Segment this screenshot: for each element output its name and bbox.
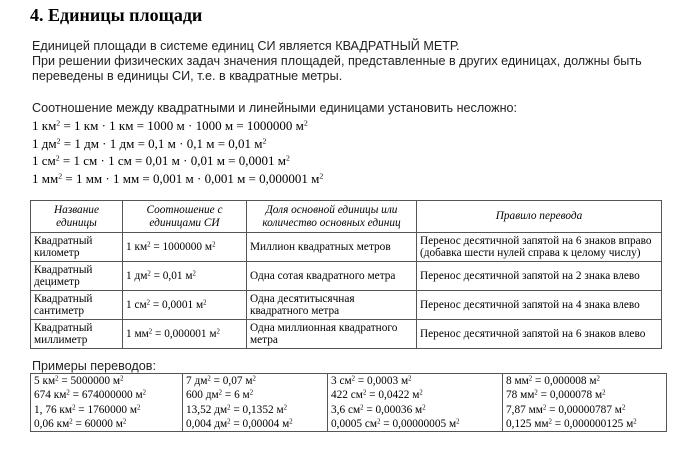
relation-text: 1 дм — [126, 269, 148, 282]
example-item — [34, 417, 179, 431]
exponent: 2 — [216, 328, 220, 336]
formula-text: 1 см — [32, 153, 56, 168]
exponent: 2 — [303, 118, 308, 128]
exponent: 2 — [360, 403, 364, 411]
exponent: 2 — [362, 389, 367, 397]
example-text: 8 мм — [506, 375, 529, 387]
exponent: 2 — [542, 403, 547, 411]
intro-line: переведены в единицы СИ, т.е. в квадратные метры. — [32, 69, 343, 84]
example-text: 78 мм — [506, 389, 535, 402]
example-text: = 0,000000125 м — [551, 417, 634, 430]
unit-share: Миллион квадратных метров — [247, 233, 417, 262]
exponent: 2 — [319, 171, 324, 181]
unit-name: Квадратный дециметр — [31, 262, 123, 291]
relation-text: = 1000000 м — [150, 240, 213, 253]
exponent: 2 — [203, 299, 207, 307]
example-text: 7 дм — [186, 375, 208, 387]
exponent: 2 — [227, 418, 231, 426]
example-item — [34, 374, 179, 388]
example-item — [331, 403, 499, 417]
example-item — [186, 417, 324, 431]
example-text: = 0,0422 м — [366, 389, 420, 402]
table-header-row — [31, 201, 662, 233]
exponent: 2 — [148, 328, 153, 336]
example-item — [506, 417, 663, 431]
example-text: 0,125 мм — [506, 417, 549, 430]
examples-km-column — [31, 374, 183, 432]
exponent: 2 — [422, 403, 426, 411]
relation-text: = 0,0001 м — [150, 298, 204, 311]
exponent: 2 — [548, 418, 552, 426]
exponent: 2 — [377, 418, 381, 426]
formula-text: = 1 дм · 1 дм = 0,1 м · 0,1 м = 0,01 м — [60, 135, 263, 151]
example-text: = 6 м — [222, 389, 250, 402]
example-text: = 0,000008 м — [532, 375, 597, 387]
conversion-rule: Перенос десятичной запятой на 2 знака влево — [417, 262, 662, 291]
example-text: = 1760000 м — [75, 403, 137, 416]
exponent: 2 — [207, 375, 211, 383]
example-item — [506, 374, 663, 388]
exponent: 2 — [142, 389, 147, 397]
table-row — [31, 320, 662, 349]
formula-text: 1 дм — [32, 135, 57, 151]
formula-dm — [32, 135, 323, 153]
header-share: Доля основной единицы или количество основных единиц — [247, 201, 417, 233]
example-text: = 0,00000787 м — [546, 403, 622, 416]
exponent: 2 — [621, 403, 626, 411]
example-text: = 5000000 м — [58, 375, 121, 387]
formula-text: = 1 см · 1 см = 0,01 м · 0,01 м = 0,0001 м — [59, 153, 286, 168]
example-item — [506, 388, 663, 402]
example-text: = 60000 м — [72, 417, 123, 430]
exponent: 2 — [56, 136, 61, 146]
table-row — [31, 262, 662, 291]
si-relation — [123, 320, 247, 349]
formula-text: 1 мм — [32, 170, 59, 186]
relation-text: 1 см — [126, 298, 147, 311]
examples-row — [31, 374, 667, 432]
exponent: 2 — [227, 403, 231, 411]
examples-heading: Примеры переводов: — [32, 359, 156, 373]
exponent: 2 — [285, 153, 290, 163]
exponent: 2 — [120, 375, 124, 383]
example-text: = 0,00004 м — [230, 417, 290, 430]
example-item — [331, 417, 499, 431]
example-text: 674 км — [34, 389, 67, 402]
example-text: = 0,07 м — [210, 375, 253, 387]
exponent: 2 — [528, 375, 533, 383]
unit-share: Одна миллионная квадратного метра — [247, 320, 417, 349]
table-row — [31, 291, 662, 320]
example-text: = 0,1352 м — [230, 403, 284, 416]
exponent: 2 — [66, 389, 70, 397]
table-row — [31, 233, 662, 262]
example-text: = 0,0003 м — [355, 375, 409, 387]
intro-paragraph — [32, 39, 672, 85]
exponent: 2 — [137, 403, 141, 411]
example-text: 5 км — [34, 375, 56, 387]
header-rule: Правило перевода — [417, 201, 662, 233]
example-text: 3,6 см — [331, 403, 361, 416]
exponent: 2 — [55, 375, 59, 383]
relation-text: = 0,000001 м — [152, 327, 217, 340]
exponent: 2 — [419, 389, 423, 397]
exponent: 2 — [212, 241, 216, 249]
example-text: = 0,000078 м — [537, 389, 603, 402]
example-text: 422 см — [331, 389, 363, 402]
exponent: 2 — [633, 418, 637, 426]
formula-text: = 1 мм · 1 мм = 0,001 м · 0,001 м = 0,000001 м — [62, 170, 320, 186]
example-item — [34, 388, 179, 402]
relation-heading: Соотношение между квадратными и линейными единицами установить несложно: — [32, 101, 518, 115]
formula-text: 1 км — [32, 118, 57, 133]
exponent: 2 — [283, 403, 287, 411]
example-item — [186, 403, 324, 417]
examples-table — [30, 373, 667, 432]
example-text: 3 см — [331, 375, 352, 387]
exponent: 2 — [147, 270, 151, 278]
examples-cm-column — [328, 374, 503, 432]
si-relation — [123, 262, 247, 291]
unit-name: Квадратный сантиметр — [31, 291, 123, 320]
formula-text: = 1 км · 1 км = 1000 м · 1000 м = 1000000 м — [60, 118, 304, 133]
exponent: 2 — [602, 389, 606, 397]
exponent: 2 — [55, 153, 60, 163]
example-text: 1, 76 км — [34, 403, 73, 416]
example-item — [186, 388, 324, 402]
exponent: 2 — [534, 389, 538, 397]
example-text: 0,06 км — [34, 417, 70, 430]
example-text: 13,52 дм — [186, 403, 228, 416]
example-item — [34, 403, 179, 417]
exponent: 2 — [218, 389, 223, 397]
example-text: = 674000000 м — [69, 389, 143, 402]
page-title: 4. Единицы площади — [30, 5, 203, 25]
unit-share: Одна сотая квадратного метра — [247, 262, 417, 291]
units-table — [30, 200, 662, 349]
example-text: 7,87 мм — [506, 403, 543, 416]
exponent: 2 — [252, 375, 256, 383]
relation-text: = 0,01 м — [150, 269, 193, 282]
exponent: 2 — [58, 171, 63, 181]
example-text: = 0,00036 м — [363, 403, 423, 416]
example-item — [331, 388, 499, 402]
examples-dm-column — [183, 374, 328, 432]
exponent: 2 — [122, 418, 127, 426]
si-relation — [123, 233, 247, 262]
example-item — [186, 374, 324, 388]
header-unit-name: Название единицы — [31, 201, 123, 233]
exponent: 2 — [146, 299, 151, 307]
exponent: 2 — [596, 375, 600, 383]
example-item — [506, 403, 663, 417]
formula-cm — [32, 152, 323, 170]
example-text: 0,004 дм — [186, 417, 228, 430]
exponent: 2 — [147, 241, 151, 249]
formula-km — [32, 117, 323, 135]
formula-mm — [32, 170, 323, 188]
examples-mm-column — [503, 374, 667, 432]
example-item — [331, 374, 499, 388]
conversion-rule: Перенос десятичной запятой на 6 знаков вправо (добавка шести нулей справа к целому числу) — [417, 233, 662, 262]
exponent: 2 — [262, 136, 267, 146]
unit-name: Квадратный километр — [31, 233, 123, 262]
example-text: = 0,00000005 м — [380, 417, 457, 430]
exponent: 2 — [351, 375, 356, 383]
exponent: 2 — [192, 270, 196, 278]
unit-name: Квадратный миллиметр — [31, 320, 123, 349]
example-text: 600 дм — [186, 389, 219, 402]
intro-line: Единицей площади в системе единиц СИ является КВАДРАТНЫЙ МЕТР. — [32, 39, 460, 53]
conversion-rule: Перенос десятичной запятой на 4 знака влево — [417, 291, 662, 320]
relation-text: 1 мм — [126, 327, 149, 340]
exponent: 2 — [249, 389, 254, 397]
example-text: 0,0005 см — [331, 417, 378, 430]
si-relation — [123, 291, 247, 320]
formula-list — [32, 117, 323, 187]
intro-line: При решении физических задач значения площадей, представленные в других единицах, должны быть — [32, 54, 642, 69]
conversion-rule: Перенос десятичной запятой на 6 знаков влево — [417, 320, 662, 349]
exponent: 2 — [72, 403, 76, 411]
unit-share: Одна десятитысячная квадратного метра — [247, 291, 417, 320]
header-si-relation: Соотношение с единицами СИ — [123, 201, 247, 233]
exponent: 2 — [456, 418, 460, 426]
exponent: 2 — [56, 118, 61, 128]
exponent: 2 — [289, 418, 293, 426]
exponent: 2 — [69, 418, 73, 426]
relation-text: 1 км — [126, 240, 148, 253]
exponent: 2 — [408, 375, 412, 383]
